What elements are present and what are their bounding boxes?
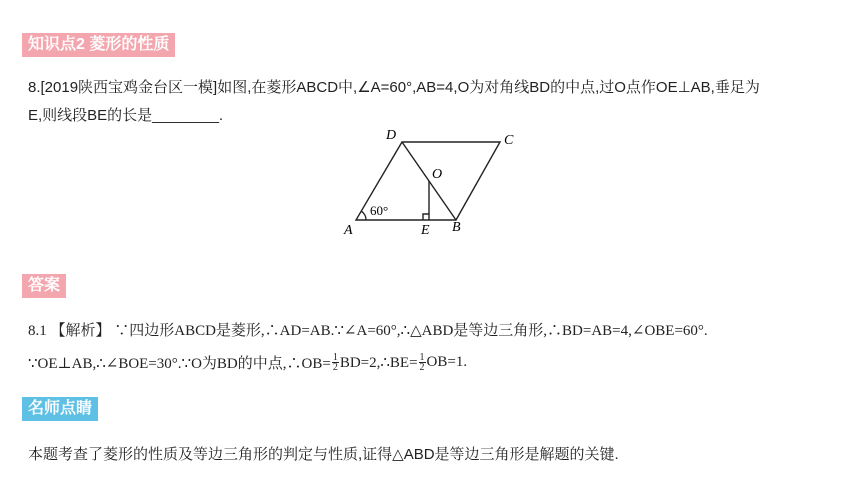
label-b: B <box>452 220 461 235</box>
rhombus-figure <box>330 122 530 240</box>
fraction-half: $\frac{1}{2}$ <box>419 352 425 373</box>
question-line-1: 8.[2019陕西宝鸡金台区一模]如图,在菱形ABCD中,∠A=60°,AB=4,O为对角线BD的中点,过O点作OE⊥AB,垂足为 <box>28 79 760 96</box>
label-c: C <box>504 133 514 148</box>
answer-tag: 答案 <box>22 274 66 298</box>
answer-line-2-part-c: OB=1. <box>426 354 468 370</box>
label-o: O <box>432 167 443 182</box>
label-d: D <box>386 128 397 143</box>
angle-arc <box>361 211 366 220</box>
comment-tag: 名师点睛 <box>22 397 98 421</box>
answer-line-2-part-b: BD=2,∴BE= <box>339 355 418 371</box>
answer-line-2 <box>28 352 467 373</box>
angle-label: 60° <box>370 203 389 218</box>
question-line-2: E,则线段BE的长是________. <box>28 107 224 124</box>
comment-text: 本题考查了菱形的性质及等边三角形的判定与性质,证得△ABD是等边三角形是解题的关键. <box>28 446 619 463</box>
right-angle-mark <box>423 214 429 220</box>
section-title: 知识点2 菱形的性质 <box>22 33 175 57</box>
fraction-half: $\frac{1}{2}$ <box>332 352 338 373</box>
label-e: E <box>421 223 430 238</box>
label-a: A <box>344 223 353 238</box>
answer-line-2-part-a: ∵OE⊥AB,∴∠BOE=30°.∵O为BD的中点,∴OB= <box>28 356 331 372</box>
answer-line-1: 8.1 【解析】 ∵四边形ABCD是菱形,∴AD=AB.∵∠A=60°,∴△ABD是等边三角形,∴BD=AB=4,∠OBE=60°. <box>28 323 708 339</box>
